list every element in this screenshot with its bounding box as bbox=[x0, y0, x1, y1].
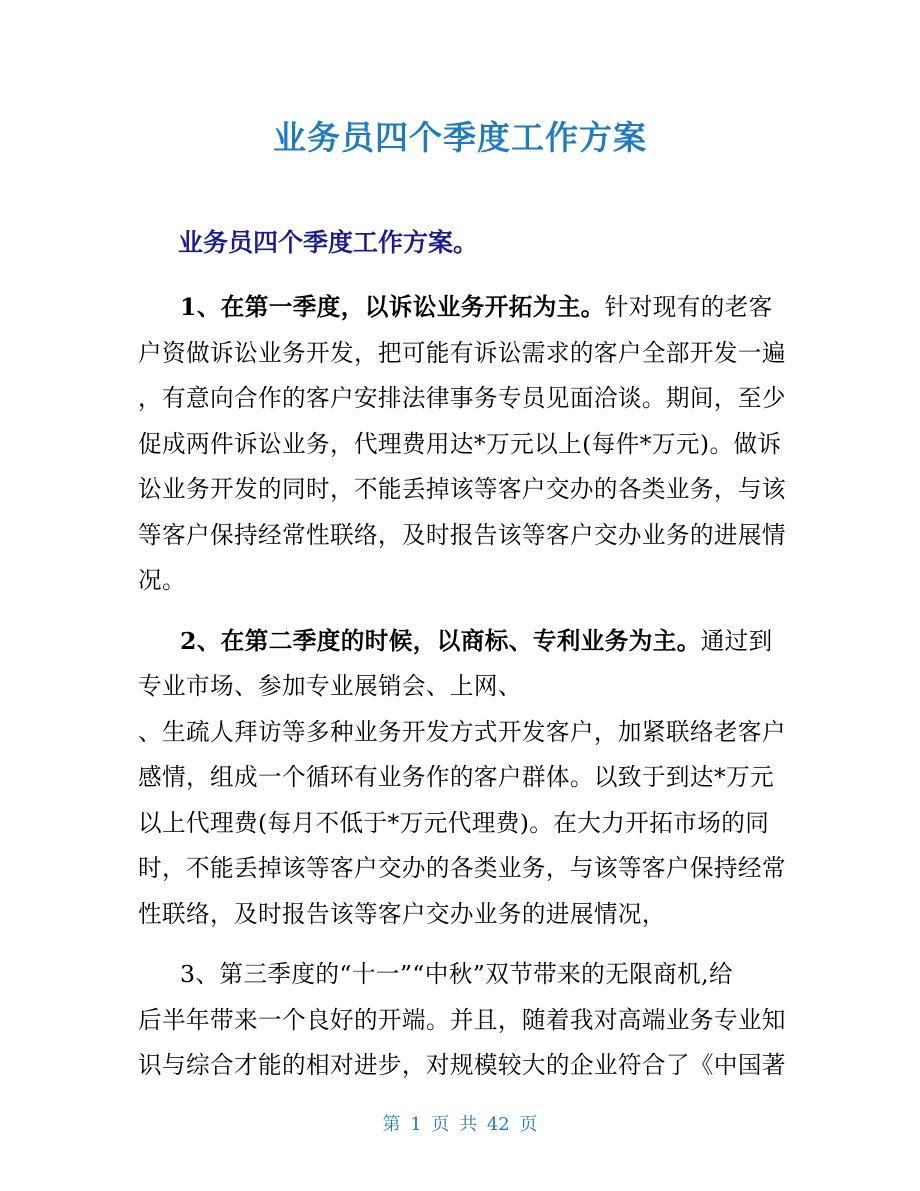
paragraph-line: 、生疏人拜访等多种业务开发方式开发客户，加紧联络老客户 bbox=[138, 717, 786, 746]
page-title: 业务员四个季度工作方案 bbox=[273, 118, 647, 157]
paragraph-line: 后半年带来一个良好的开端。并且，随着我对高端业务专业知 bbox=[138, 1005, 786, 1034]
paragraph-line: 以上代理费(每月不低于*万元代理费)。在大力开拓市场的同 bbox=[138, 808, 770, 837]
paragraph-lead: 2、在第二季度的时候，以商标、专利业务为主。 bbox=[180, 626, 701, 655]
paragraph-line: 讼业务开发的同时，不能丢掉该等客户交办的各类业务，与该 bbox=[138, 475, 786, 503]
paragraph-line: 等客户保持经常性联络，及时报告该等客户交办业务的进展情 bbox=[138, 520, 786, 549]
paragraph-text: 针对现有的老客 bbox=[604, 293, 773, 321]
paragraph-line: 时，不能丢掉该等客户交办的各类业务，与该等客户保持经常 bbox=[138, 854, 786, 882]
paragraph-q2 bbox=[138, 619, 788, 938]
paragraph-line: 3、第三季度的“十一”“中秋”双节带来的无限商机,给 bbox=[180, 960, 734, 988]
paragraph-line bbox=[138, 285, 788, 331]
paragraph-line: 性联络，及时报告该等客户交办业务的进展情况， bbox=[138, 899, 666, 928]
paragraph-text: 通过到 bbox=[700, 626, 773, 655]
paragraph-lead: 1、在第一季度，以诉讼业务开拓为主。 bbox=[180, 293, 605, 321]
paragraph-line: ，有意向合作的客户安排法律事务专员见面洽谈。期间，至少 bbox=[138, 384, 786, 412]
paragraph-line: 促成两件诉讼业务，代理费用达*万元以上(每件*万元)。做诉 bbox=[138, 429, 782, 458]
page-footer: 第 1 页 共 42 页 bbox=[382, 1114, 538, 1135]
body-text bbox=[138, 285, 788, 1104]
paragraph-q3 bbox=[138, 952, 788, 1089]
paragraph-line: 感情，组成一个循环有业务作的客户群体。以致于到达*万元 bbox=[138, 763, 775, 791]
paragraph-line bbox=[138, 619, 788, 665]
paragraph-line: 况。 bbox=[138, 566, 186, 594]
paragraph-q1 bbox=[138, 285, 788, 604]
paragraph-line: 专业市场、参加专业展销会、上网、 bbox=[138, 672, 522, 700]
paragraph-line: 户资做诉讼业务开发，把可能有诉讼需求的客户全部开发一遍 bbox=[138, 338, 786, 367]
document-subtitle: 业务员四个季度工作方案。 bbox=[178, 228, 479, 257]
paragraph-line: 识与综合才能的相对进步，对规模较大的企业符合了《中国著 bbox=[138, 1051, 786, 1079]
